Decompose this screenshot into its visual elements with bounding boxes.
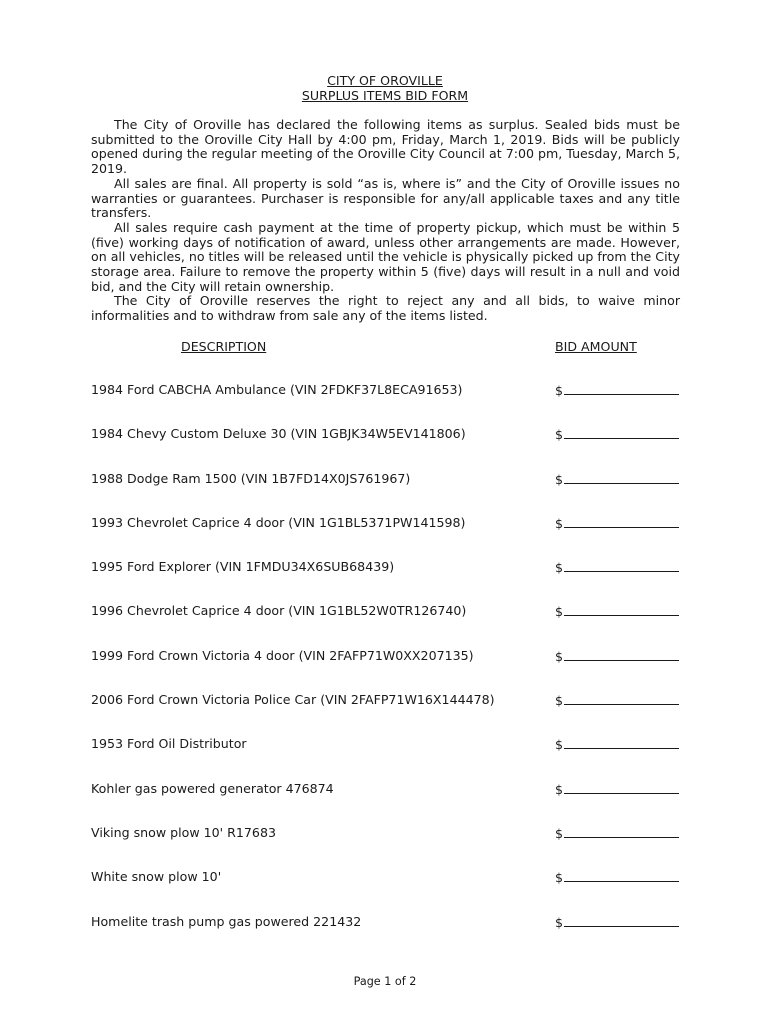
item-description: Kohler gas powered generator 476874: [91, 780, 334, 796]
column-header-description: DESCRIPTION: [181, 339, 267, 354]
dollar-sign: $: [555, 781, 564, 797]
paragraph-payment: All sales require cash payment at the time of property pickup, which must be within 5 (five) working days of notification of award, unless other arrangements are made. However, on all vehicles, no titles will be released until the vehicle is physically picked up from the City storage area. Failure to remove the property within 5 (five) days will result in a null and void bid, and the City will retain ownership.: [91, 219, 680, 294]
bid-amount-field[interactable]: [555, 559, 680, 575]
bid-amount-field[interactable]: [555, 869, 680, 885]
bid-amount-field[interactable]: [555, 825, 680, 841]
paragraph-deadline: The City of Oroville has declared the following items as surplus. Sealed bids must be submitted to the Oroville City Hall by 4:00 pm, Friday, March 1, 2019. Bids will be publicly opened during the regular meeting of the Oroville City Council at 7:00 pm, Tuesday, March 5, 2019.: [91, 117, 680, 177]
bid-blank-line[interactable]: [564, 559, 679, 572]
item-row: [91, 869, 680, 913]
dollar-sign: $: [555, 604, 564, 620]
dollar-sign: $: [555, 560, 564, 576]
bid-blank-line[interactable]: [564, 515, 679, 528]
dollar-sign: $: [555, 870, 564, 886]
item-description: 1999 Ford Crown Victoria 4 door (VIN 2FAFP71W0XX207135): [91, 647, 474, 663]
dollar-sign: $: [555, 471, 564, 487]
item-description: 2006 Ford Crown Victoria Police Car (VIN 2FAFP71W16X144478): [91, 692, 495, 708]
bid-blank-line[interactable]: [564, 914, 679, 927]
dollar-sign: $: [555, 383, 564, 398]
bid-amount-field[interactable]: [555, 426, 680, 442]
item-row: [91, 825, 680, 869]
title-form: SURPLUS ITEMS BID FORM: [301, 88, 469, 103]
dollar-sign: $: [555, 427, 564, 443]
item-row: [91, 426, 680, 470]
item-row: [91, 648, 680, 692]
item-row: [91, 692, 680, 736]
item-row: [91, 781, 680, 825]
bid-blank-line[interactable]: [564, 869, 679, 882]
item-row: [91, 515, 680, 559]
dollar-sign: $: [555, 693, 564, 709]
dollar-sign: $: [555, 914, 564, 930]
bid-amount-field[interactable]: [555, 648, 680, 664]
item-description: 1984 Chevy Custom Deluxe 30 (VIN 1GBJK34W5EV141806): [91, 426, 466, 442]
item-description: 1984 Ford CABCHA Ambulance (VIN 2FDKF37L8ECA91653): [91, 382, 463, 397]
item-description: White snow plow 10': [91, 869, 222, 885]
dollar-sign: $: [555, 515, 564, 531]
column-header-bid-amount: BID AMOUNT: [555, 339, 637, 354]
bid-blank-line[interactable]: [564, 781, 679, 794]
item-row: [91, 603, 680, 647]
bid-blank-line[interactable]: [564, 471, 679, 484]
item-row: [91, 471, 680, 515]
bid-amount-field[interactable]: [555, 515, 680, 531]
instructions: [91, 118, 680, 324]
item-description: Homelite trash pump gas powered 221432: [91, 913, 362, 929]
paragraph-sales-final: All sales are final. All property is sold “as is, where is” and the City of Oroville issues no warranties or guarantees. Purchaser is responsible for any/all applicable taxes and any title transfers.: [91, 175, 680, 221]
bid-blank-line[interactable]: [564, 825, 679, 838]
bid-blank-line[interactable]: [564, 692, 679, 705]
item-row: [91, 382, 680, 426]
item-description: 1988 Dodge Ram 1500 (VIN 1B7FD14X0JS761967): [91, 470, 411, 486]
bid-amount-field[interactable]: [555, 471, 680, 487]
dollar-sign: $: [555, 825, 564, 841]
bid-amount-field[interactable]: [555, 692, 680, 708]
dollar-sign: $: [555, 737, 564, 753]
item-row: [91, 559, 680, 603]
bid-amount-field[interactable]: [555, 914, 680, 930]
bid-amount-field[interactable]: [555, 382, 680, 398]
item-description: 1995 Ford Explorer (VIN 1FMDU34X6SUB68439): [91, 559, 395, 575]
item-description: Viking snow plow 10' R17683: [91, 824, 276, 840]
item-description: 1953 Ford Oil Distributor: [91, 736, 247, 752]
item-list: [91, 382, 680, 958]
bid-blank-line[interactable]: [564, 382, 679, 395]
item-description: 1993 Chevrolet Caprice 4 door (VIN 1G1BL5371PW141598): [91, 514, 466, 530]
dollar-sign: $: [555, 648, 564, 664]
bid-amount-field[interactable]: [555, 736, 680, 752]
bid-blank-line[interactable]: [564, 603, 679, 616]
item-row: [91, 914, 680, 958]
item-row: [91, 736, 680, 780]
title-city: CITY OF OROVILLE: [327, 73, 443, 88]
paragraph-reserve-rights: The City of Oroville reserves the right to reject any and all bids, to waive minor informalities and to withdraw from sale any of the items listed.: [91, 293, 680, 324]
item-description: 1996 Chevrolet Caprice 4 door (VIN 1G1BL52W0TR126740): [91, 603, 467, 619]
bid-blank-line[interactable]: [564, 426, 679, 439]
title-block: [0, 73, 770, 103]
bid-amount-field[interactable]: [555, 603, 680, 619]
page-number: Page 1 of 2: [353, 975, 417, 988]
bid-blank-line[interactable]: [564, 736, 679, 749]
bid-amount-field[interactable]: [555, 781, 680, 797]
bid-blank-line[interactable]: [564, 648, 679, 661]
